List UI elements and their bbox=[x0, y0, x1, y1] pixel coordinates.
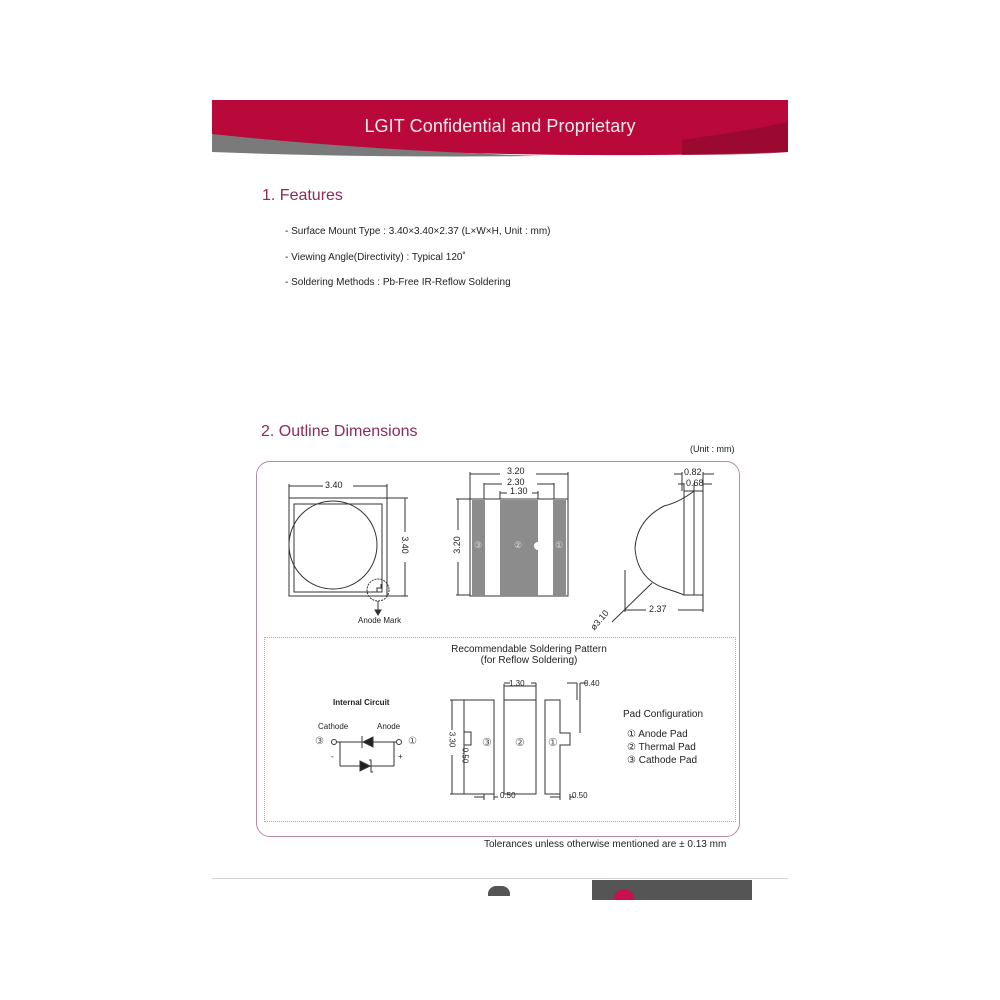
side-view-drawing bbox=[612, 472, 714, 622]
solder-right-width: 0.40 bbox=[584, 679, 600, 688]
banner-title: LGIT Confidential and Proprietary bbox=[364, 116, 636, 136]
solder-right-gap: 0.50 bbox=[572, 791, 588, 800]
pad-config-item: ① Anode Pad bbox=[627, 729, 688, 740]
technical-drawings bbox=[212, 100, 788, 900]
footer-graphic bbox=[488, 886, 510, 896]
footer-divider bbox=[212, 878, 788, 879]
bottom-dim-3: 1.30 bbox=[510, 486, 528, 496]
cathode-label: Cathode bbox=[318, 722, 349, 731]
solder-pad-2: ② bbox=[515, 737, 525, 749]
bottom-dim-1: 3.20 bbox=[507, 466, 525, 476]
internal-circuit-drawing bbox=[332, 736, 402, 772]
soldering-pattern-title: Recommendable Soldering Pattern (for Reflow Soldering) bbox=[451, 644, 607, 666]
side-dim-2: 0.68 bbox=[686, 478, 704, 488]
solder-notch: 0.50 bbox=[460, 747, 470, 764]
pad-1-marker: ① bbox=[555, 540, 564, 550]
side-diameter-label: ø3.10 bbox=[588, 607, 611, 633]
top-width-label: 3.40 bbox=[325, 480, 343, 490]
circuit-pin-3: ③ bbox=[315, 736, 324, 747]
solder-pad-1: ① bbox=[548, 737, 558, 749]
pad-config-item: ③ Cathode Pad bbox=[627, 755, 698, 766]
pad-config-item: ② Thermal Pad bbox=[627, 742, 696, 753]
circuit-pin-1: ① bbox=[408, 736, 417, 747]
datasheet-page bbox=[212, 100, 788, 900]
lg-logo-icon bbox=[614, 889, 634, 900]
pad-config-title: Pad Configuration bbox=[623, 709, 704, 720]
side-dim-1: 0.82 bbox=[684, 467, 702, 477]
tolerance-note: Tolerances unless otherwise mentioned are ± 0.13 mm bbox=[484, 839, 727, 850]
solder-height: 3.30 bbox=[447, 731, 457, 748]
feature-item: - Viewing Angle(Directivity) : Typical 120˚ bbox=[285, 251, 466, 263]
solder-left-gap: 0.50 bbox=[500, 791, 516, 800]
feature-item: - Surface Mount Type : 3.40×3.40×2.37 (L×W×H, Unit : mm) bbox=[285, 226, 551, 237]
circuit-title: Internal Circuit bbox=[333, 698, 390, 707]
top-view-drawing bbox=[289, 484, 408, 615]
pad-3-marker: ③ bbox=[474, 540, 483, 550]
unit-note: (Unit : mm) bbox=[690, 444, 735, 454]
outline-heading: 2. Outline Dimensions bbox=[261, 423, 418, 440]
footer-logo-bar bbox=[592, 880, 752, 900]
anode-label: Anode bbox=[377, 722, 401, 731]
anode-mark-label: Anode Mark bbox=[358, 616, 402, 625]
circuit-minus: - bbox=[331, 752, 334, 761]
feature-item: - Soldering Methods : Pb-Free IR-Reflow Soldering bbox=[285, 277, 511, 288]
top-height-label: 3.40 bbox=[399, 536, 410, 554]
bottom-height-label: 3.20 bbox=[451, 536, 462, 554]
solder-pad-3: ③ bbox=[482, 737, 492, 749]
pad-2-marker: ② bbox=[514, 540, 523, 550]
circuit-plus: + bbox=[398, 752, 403, 761]
solder-center-width: 1.30 bbox=[509, 679, 525, 688]
features-heading: 1. Features bbox=[262, 187, 343, 204]
side-height-label: 2.37 bbox=[649, 604, 667, 614]
bottom-dim-2: 2.30 bbox=[507, 477, 525, 487]
